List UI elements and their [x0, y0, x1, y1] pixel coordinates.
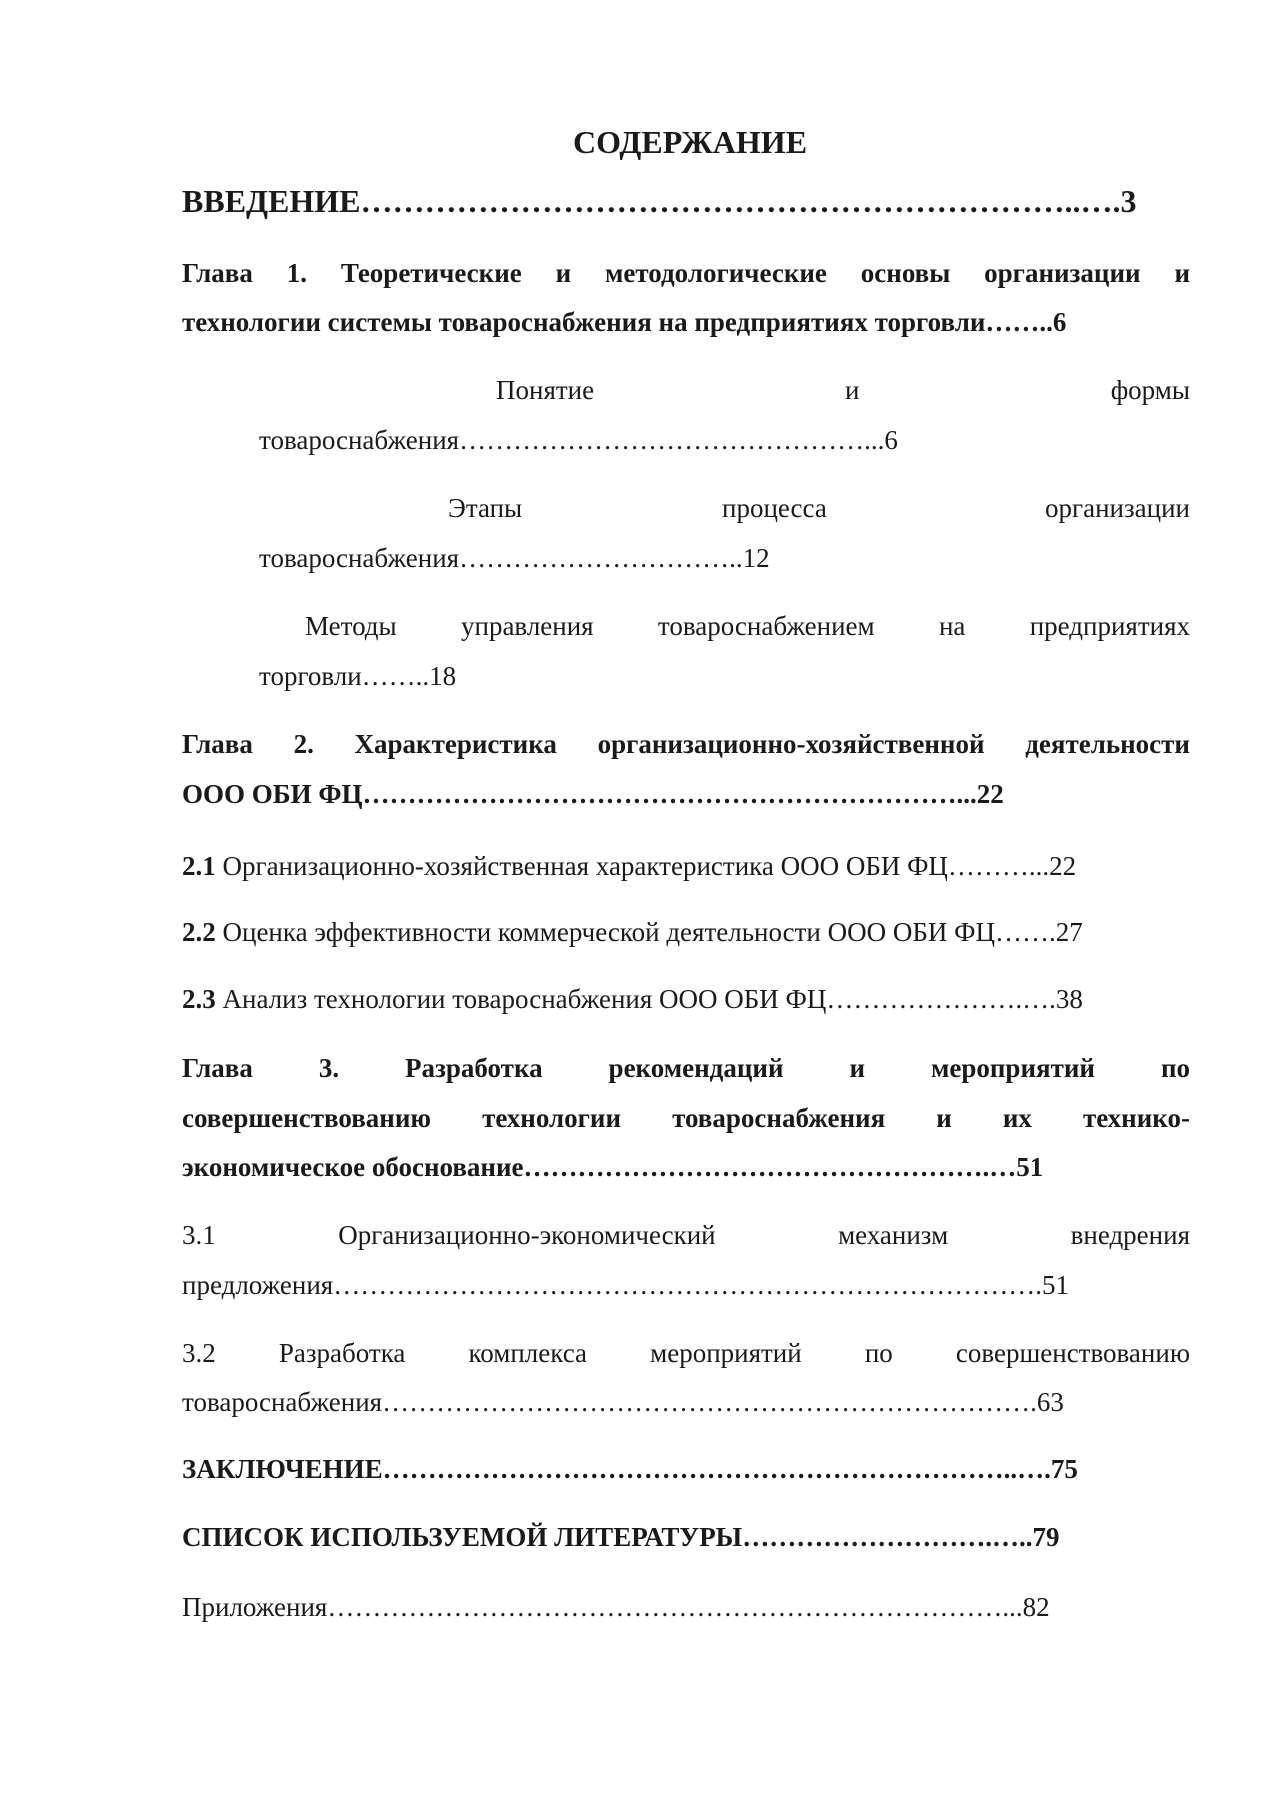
- toc-section-2-2-text: Оценка эффективности коммерческой деятельности ООО ОБИ ФЦ…….27: [215, 917, 1083, 947]
- toc-appendix: Приложения…………………………………………………………………...82: [182, 1592, 1050, 1622]
- toc-chapter-3-line-1: Глава 3. Разработка рекомендаций и мероприятий по: [182, 1053, 1190, 1083]
- toc-section-2-3: [182, 974, 1190, 1024]
- toc-section-1-3-line-1: Методы управления товароснабжением на предприятиях: [305, 611, 1190, 641]
- toc-section-2-2-number: 2.2: [182, 917, 216, 947]
- toc-section-3-1-line-2: предложения…………………………………………………………………….51: [182, 1270, 1069, 1300]
- toc-section-2-1-number: 2.1: [182, 851, 216, 881]
- toc-section-1-2-word-2: процесса: [722, 493, 827, 523]
- toc-section-1-2-word-1: Этапы: [448, 493, 523, 523]
- toc-conclusion: ЗАКЛЮЧЕНИЕ……………………………………………………………..….75: [182, 1454, 1078, 1484]
- toc-section-2-1: [182, 841, 1190, 891]
- toc-section-1-1-word-2: и: [845, 375, 860, 405]
- toc-chapter-1-line-2: технологии системы товароснабжения на предприятиях торговли……..6: [182, 307, 1067, 337]
- toc-section-1-1-word-1: Понятие: [496, 375, 595, 405]
- toc-section-3-2-line-2: товароснабжения……………………………………………………………….63: [182, 1387, 1064, 1417]
- toc-chapter-3-line-3: экономическое обоснование…………………………………………….…51: [182, 1152, 1044, 1182]
- toc-section-2-1-text: Организационно-хозяйственная характеристика ООО ОБИ ФЦ………...22: [215, 851, 1077, 881]
- toc-section-3-1-line-1: 3.1 Организационно-экономический механизм внедрения: [182, 1220, 1190, 1250]
- toc-chapter-3-line-2: совершенствованию технологии товароснабжения и их технико-: [182, 1103, 1190, 1133]
- toc-section-2-3-number: 2.3: [182, 984, 216, 1014]
- toc-chapter-2-line-2: ООО ОБИ ФЦ…………………………………………………………...22: [182, 779, 1004, 809]
- toc-section-1-3-line-2: торговли……..18: [259, 661, 457, 691]
- toc-section-1-1-word-3: формы: [1110, 375, 1190, 405]
- toc-section-1-1-line-2: товароснабжения………………………………………...6: [259, 425, 898, 455]
- toc-intro: ВВЕДЕНИЕ…………………………………………………………..….3: [182, 183, 1137, 219]
- toc-section-1-2-word-3: организации: [1045, 493, 1190, 523]
- toc-chapter-2-line-1: Глава 2. Характеристика организационно-хозяйственной деятельности: [182, 729, 1190, 759]
- toc-section-2-2: [182, 907, 1190, 957]
- toc-literature: СПИСОК ИСПОЛЬЗУЕМОЙ ЛИТЕРАТУРЫ……………………….…..79: [182, 1522, 1060, 1552]
- toc-section-3-2-line-1: 3.2 Разработка комплекса мероприятий по совершенствованию: [182, 1338, 1190, 1368]
- toc-section-2-3-text: Анализ технологии товароснабжения ООО ОБИ ФЦ………………….….38: [215, 984, 1083, 1014]
- page-title: СОДЕРЖАНИЕ: [572, 124, 808, 160]
- toc-chapter-1-line-1: Глава 1. Теоретические и методологические основы организации и: [182, 258, 1190, 288]
- toc-section-1-2-line-2: товароснабжения…………………………..12: [259, 543, 770, 573]
